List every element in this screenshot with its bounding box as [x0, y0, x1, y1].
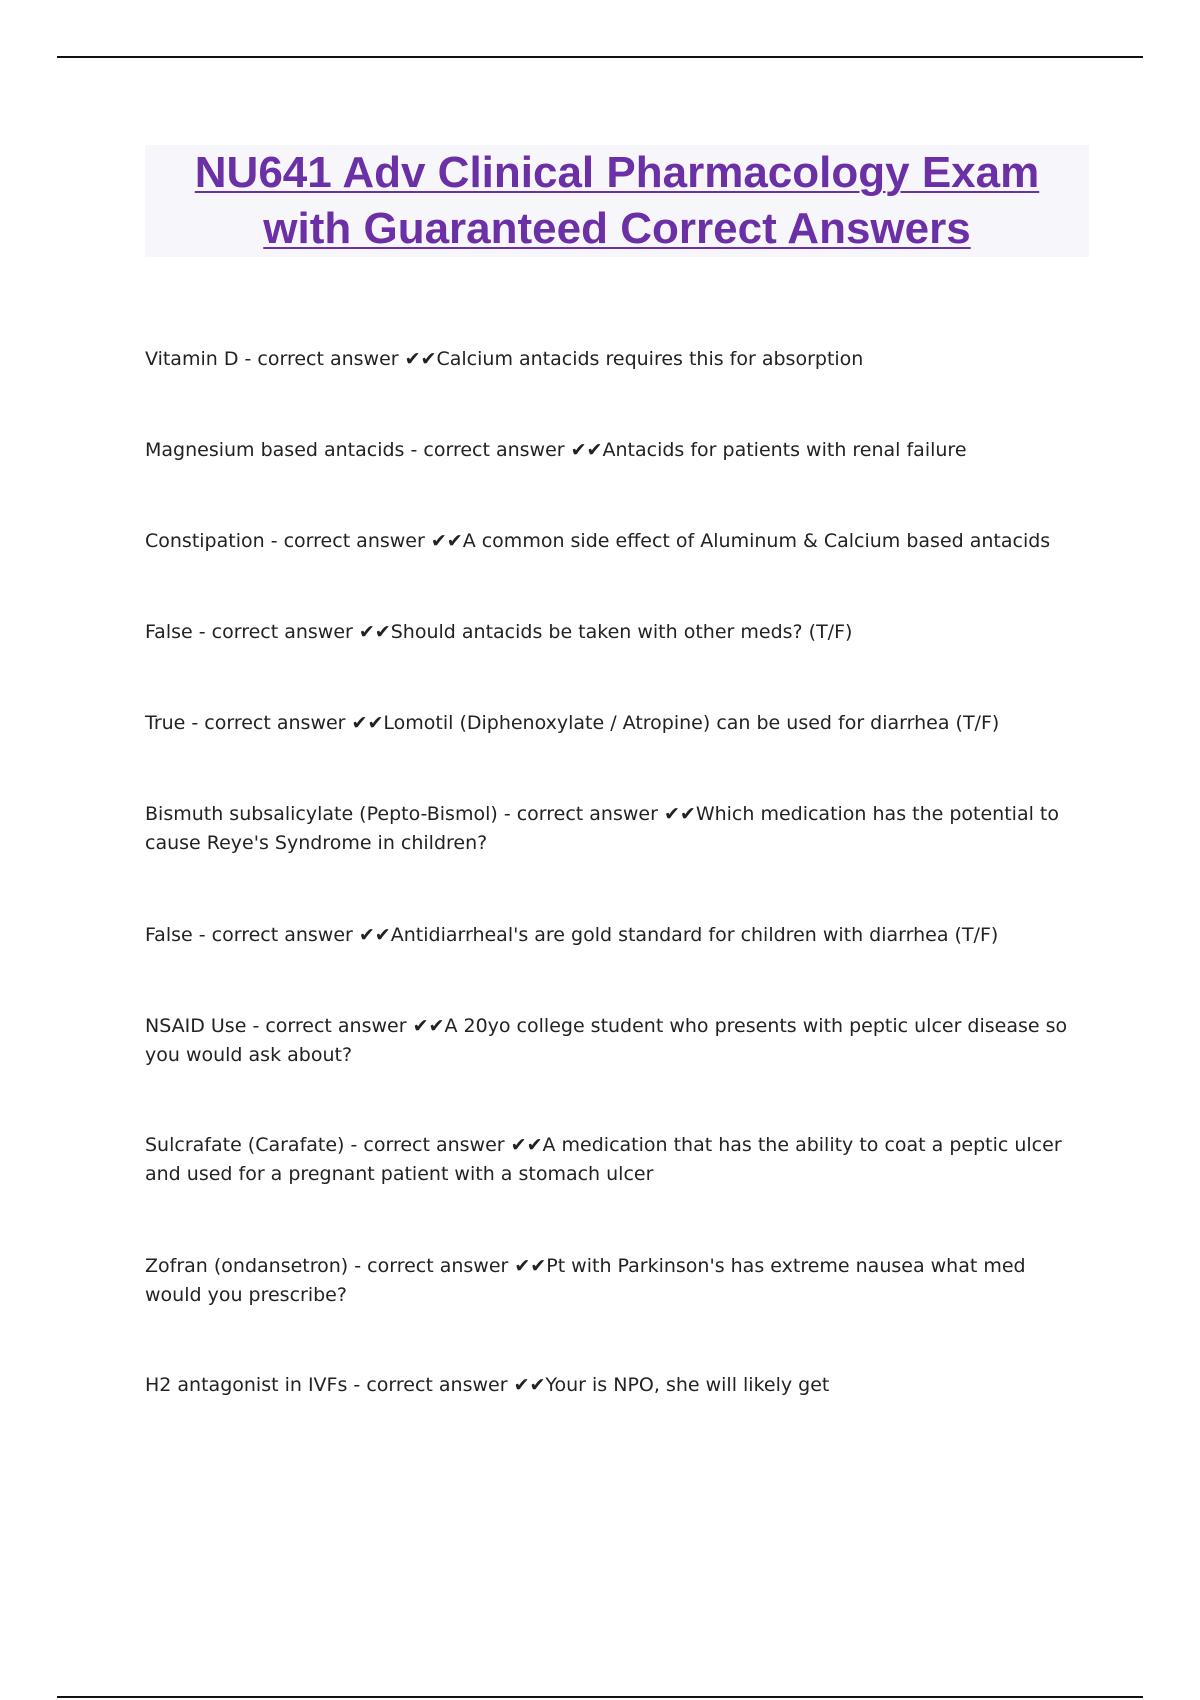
- qa-term: Sulcrafate (Carafate): [145, 1134, 345, 1156]
- check-mark-icon: ✔✔: [352, 621, 391, 643]
- qa-separator: -: [192, 924, 212, 946]
- qa-item: [145, 527, 1085, 556]
- title-banner: [145, 145, 1089, 257]
- qa-term: Vitamin D: [145, 348, 239, 370]
- qa-marker: correct answer: [211, 621, 353, 643]
- document-title: NU641 Adv Clinical Pharmacology Exam with Guaranteed Correct Answers: [194, 148, 1040, 253]
- footer-rule: [57, 1696, 1143, 1698]
- check-mark-icon: ✔✔: [424, 530, 463, 552]
- qa-term: H2 antagonist in IVFs: [145, 1374, 348, 1396]
- qa-definition: Antacids for patients with renal failure: [602, 439, 967, 461]
- qa-item: [145, 1131, 1085, 1189]
- qa-separator: -: [344, 1134, 364, 1156]
- qa-item: [145, 1012, 1085, 1070]
- qa-separator: -: [347, 1374, 367, 1396]
- qa-definition: Pt with Parkinson's has extreme nausea what med would you prescribe?: [145, 1255, 1026, 1306]
- qa-marker: correct answer: [423, 439, 565, 461]
- qa-item: [145, 436, 1085, 465]
- check-mark-icon: ✔✔: [657, 803, 696, 825]
- qa-item: [145, 618, 1085, 647]
- qa-term: Zofran (ondansetron): [145, 1255, 349, 1277]
- qa-marker: correct answer: [367, 1255, 509, 1277]
- qa-term: Magnesium based antacids: [145, 439, 405, 461]
- qa-marker: correct answer: [265, 1015, 407, 1037]
- qa-term: False: [145, 924, 193, 946]
- check-mark-icon: ✔✔: [508, 1255, 547, 1277]
- check-mark-icon: ✔✔: [345, 712, 384, 734]
- qa-separator: -: [246, 1015, 266, 1037]
- header-rule: [57, 56, 1143, 58]
- qa-term: Constipation: [145, 530, 265, 552]
- qa-definition: Which medication has the potential to cause Reye's Syndrome in children?: [145, 803, 1059, 854]
- check-mark-icon: ✔✔: [398, 348, 437, 370]
- qa-item: [145, 1252, 1085, 1310]
- qa-separator: -: [238, 348, 258, 370]
- qa-marker: correct answer: [204, 712, 346, 734]
- check-mark-icon: ✔✔: [564, 439, 603, 461]
- qa-definition: Calcium antacids requires this for absorption: [436, 348, 864, 370]
- qa-separator: -: [264, 530, 284, 552]
- qa-definition: Antidiarrheal's are gold standard for children with diarrhea (T/F): [390, 924, 999, 946]
- qa-marker: correct answer: [211, 924, 353, 946]
- check-mark-icon: ✔✔: [406, 1015, 445, 1037]
- check-mark-icon: ✔✔: [507, 1374, 546, 1396]
- qa-marker: correct answer: [257, 348, 399, 370]
- qa-separator: -: [497, 803, 517, 825]
- qa-separator: -: [348, 1255, 368, 1277]
- qa-definition: A common side effect of Aluminum & Calcium based antacids: [462, 530, 1051, 552]
- check-mark-icon: ✔✔: [352, 924, 391, 946]
- qa-marker: correct answer: [366, 1374, 508, 1396]
- qa-term: True: [145, 712, 186, 734]
- qa-definition: Your is NPO, she will likely get: [545, 1374, 830, 1396]
- qa-item: [145, 709, 1085, 738]
- qa-term: False: [145, 621, 193, 643]
- qa-item: [145, 1371, 1085, 1400]
- qa-separator: -: [192, 621, 212, 643]
- qa-definition: Should antacids be taken with other meds? (T/F): [390, 621, 853, 643]
- qa-definition: A medication that has the ability to coat a peptic ulcer and used for a pregnant patient with a stomach ulcer: [145, 1134, 1062, 1185]
- qa-separator: -: [185, 712, 205, 734]
- qa-term: NSAID Use: [145, 1015, 247, 1037]
- qa-separator: -: [404, 439, 424, 461]
- qa-marker: correct answer: [363, 1134, 505, 1156]
- qa-definition: A 20yo college student who presents with peptic ulcer disease so you would ask about?: [145, 1015, 1068, 1066]
- qa-item: [145, 345, 1085, 374]
- qa-definition: Lomotil (Diphenoxylate / Atropine) can be used for diarrhea (T/F): [383, 712, 1000, 734]
- qa-marker: correct answer: [283, 530, 425, 552]
- check-mark-icon: ✔✔: [504, 1134, 543, 1156]
- qa-marker: correct answer: [516, 803, 658, 825]
- qa-term: Bismuth subsalicylate (Pepto-Bismol): [145, 803, 498, 825]
- qa-item: [145, 921, 1085, 950]
- qa-item: [145, 800, 1085, 858]
